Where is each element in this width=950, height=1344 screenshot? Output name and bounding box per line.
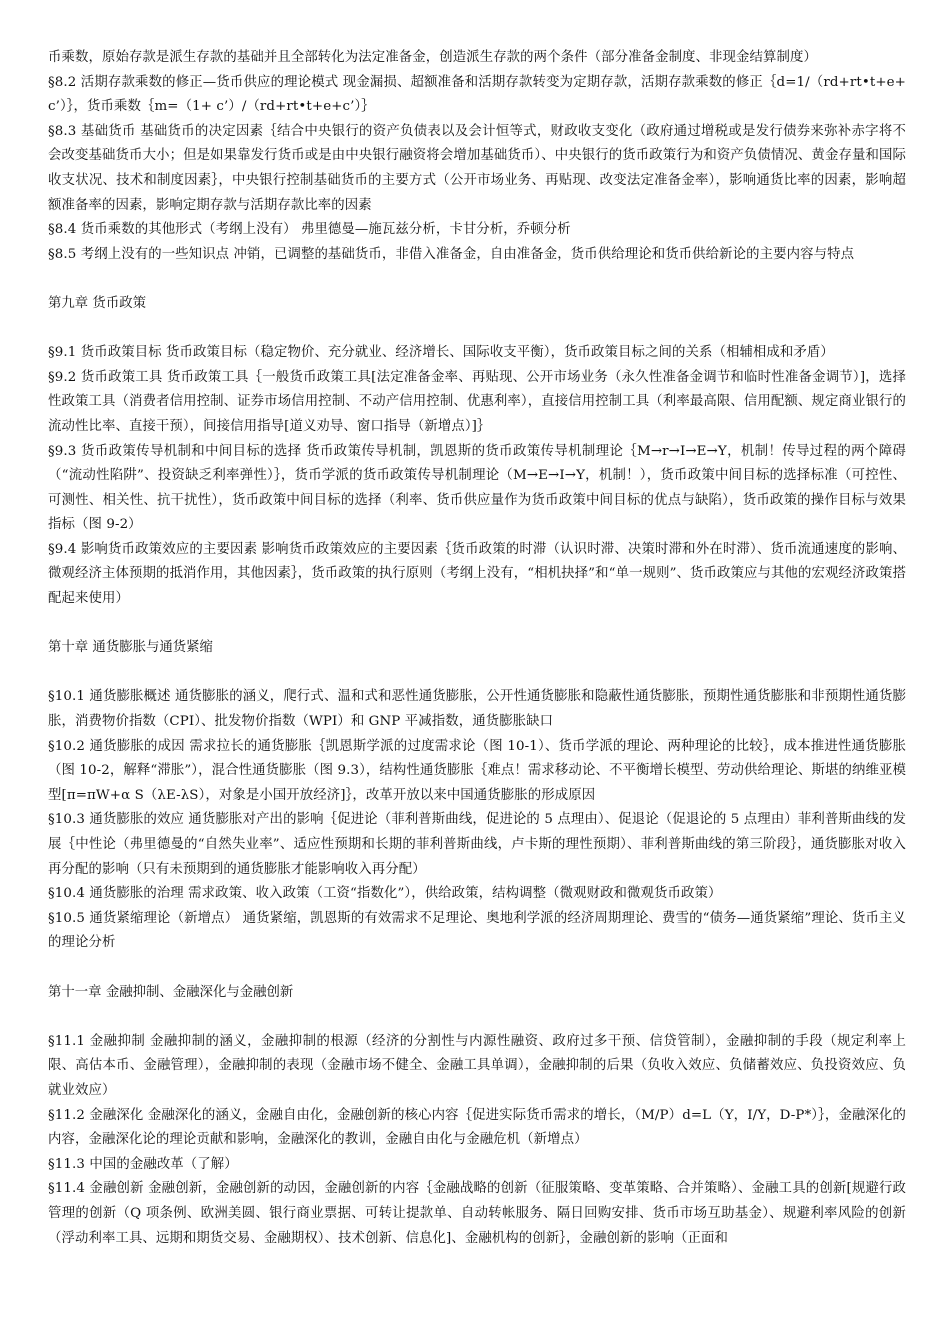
spacer (48, 267, 906, 292)
paragraph-10-3: §10.3 通货膨胀的效应 通货膨胀对产出的影响｛促进论（菲利普斯曲线，促进论的 5 点理由）、促退论（促退论的 5 点理由）菲利普斯曲线的发展｛中性论（弗里德曼的“自然失业率”、适应性预期和长期的菲利普斯曲线，卢卡斯的理性预期）、菲利普斯曲线的第三阶段｝，通货膨胀对收入再分配的影响（只有未预期到的通货膨胀才能影响收入再分配） (48, 812, 906, 877)
paragraph-9-3: §9.3 货币政策传导机制和中间目标的选择 货币政策传导机制，凯恩斯的货币政策传导机制理论｛M→r→I→E→Y，机制！传导过程的两个障碍（“流动性陷阱”、投资缺乏利率弹性）｝，货币学派的货币政策传导机制理论（M→E→I→Y，机制！），货币政策中间目标的选择标准（可控性、可测性、相关性、抗干扰性），货币政策中间目标的选择（利率、货币供应量作为货币政策中间目标的优点与缺陷），货币政策的操作目标与效果指标（图 9-2） (48, 443, 906, 533)
paragraph-10-2: §10.2 通货膨胀的成因 需求拉长的通货膨胀｛凯恩斯学派的过度需求论（图 10-1）、货币学派的理论、两种理论的比较｝，成本推进性通货膨胀（图 10-2，解释“滞胀”），混合性通货膨胀（图 9.3），结构性通货膨胀｛难点！需求移动论、不平衡增长模型、劳动供给理论、斯堪的纳维亚模型[π=πW+α S（λE-λS），对象是小国开放经济]｝，改革开放以来中国通货膨胀的形成原因 (48, 738, 906, 803)
paragraph-9-2: §9.2 货币政策工具 货币政策工具｛一般货币政策工具[法定准备金率、再贴现、公开市场业务（永久性准备金调节和临时性准备金调节）]，选择性政策工具（消费者信用控制、证券市场信用控制、不动产信用控制、优惠利率），直接信用控制工具（利率最高限、信用配额、规定商业银行的流动性比率、直接干预），间接信用指导[道义劝导、窗口指导（新增点）]｝ (48, 369, 906, 434)
chapter-heading-11: 第十一章 金融抑制、金融深化与金融创新 (48, 984, 294, 1000)
paragraph-11-4: §11.4 金融创新 金融创新，金融创新的动因，金融创新的内容｛金融战略的创新（征服策略、变革策略、合并策略）、金融工具的创新[规避行政管理的创新（Q 项条例、欧洲美圆、银行商业票据、可转让提款单、自动转帐服务、隔日回购安排、货币市场互助基金）、规避利率风险的创新（浮动利率工具、远期和期货交易、金融期权）、技术创新、信息化]、金融机构的创新｝，金融创新的影响（正面和 (48, 1181, 906, 1246)
chapter-heading-10: 第十章 通货膨胀与通货紧缩 (48, 640, 213, 656)
paragraph-11-1: §11.1 金融抑制 金融抑制的涵义，金融抑制的根源（经济的分割性与内源性融资、政府过多干预、信贷管制），金融抑制的手段（规定利率上限、高估本币、金融管理），金融抑制的表现（金融市场不健全、金融工具单调），金融抑制的后果（负收入效应、负储蓄效应、负投资效应、负就业效应） (48, 1033, 906, 1098)
spacer (48, 1005, 906, 1030)
chapter-heading-9: 第九章 货币政策 (48, 295, 146, 311)
spacer (48, 317, 906, 342)
paragraph-11-3: §11.3 中国的金融改革（了解） (48, 1156, 238, 1172)
spacer (48, 956, 906, 981)
paragraph-10-1: §10.1 通货膨胀概述 通货膨胀的涵义，爬行式、温和式和恶性通货膨胀，公开性通货膨胀和隐蔽性通货膨胀，预期性通货膨胀和非预期性通货膨胀，消费物价指数（CPI）、批发物价指数（WPI）和 GNP 平减指数，通货膨胀缺口 (48, 689, 906, 730)
paragraph-8-3: §8.3 基础货币 基础货币的决定因素｛结合中央银行的资产负债表以及会计恒等式，财政收支变化（政府通过增税或是发行债券来弥补赤字将不会改变基础货币大小；但是如果靠发行货币或是由中央银行融资将会增加基础货币）、中央银行的货币政策行为和资产负债情况、黄金存量和国际收支状况、技术和制度因素｝，中央银行控制基础货币的主要方式（公开市场业务、再贴现、改变法定准备金率），影响通货比率的因素，影响超额准备率的因素，影响定期存款与活期存款比率的因素 (48, 123, 906, 213)
paragraph-8-5: §8.5 考纲上没有的一些知识点 冲销，已调整的基础货币，非借入准备金，自由准备金，货币供给理论和货币供给新论的主要内容与特点 (48, 246, 855, 262)
spacer (48, 612, 906, 637)
paragraph-8-2: §8.2 活期存款乘数的修正—货币供应的理论模式 现金漏损、超额准备和活期存款转变为定期存款，活期存款乘数的修正｛d=1/（rd+rt•t+e+c’）｝，货币乘数｛m=（1+ c’）/（rd+rt•t+e+c’）｝ (48, 74, 906, 115)
paragraph-10-5: §10.5 通货紧缩理论（新增点） 通货紧缩，凯恩斯的有效需求不足理论、奥地利学派的经济周期理论、费雪的“债务—通货紧缩”理论、货币主义的理论分析 (48, 910, 906, 951)
paragraph-8-4: §8.4 货币乘数的其他形式（考纲上没有） 弗里德曼—施瓦兹分析，卡甘分析，乔顿分析 (48, 222, 571, 238)
paragraph-10-4: §10.4 通货膨胀的治理 需求政策、收入政策（工资“指数化”），供给政策，结构调整（微观财政和微观货币政策） (48, 886, 722, 902)
paragraph-9-1: §9.1 货币政策目标 货币政策目标（稳定物价、充分就业、经济增长、国际收支平衡），货币政策目标之间的关系（相辅相成和矛盾） (48, 345, 834, 361)
paragraph-9-4: §9.4 影响货币政策效应的主要因素 影响货币政策效应的主要因素｛货币政策的时滞（认识时滞、决策时滞和外在时滞）、货币流通速度的影响、微观经济主体预期的抵消作用，其他因素｝，货币政策的执行原则（考纲上没有，“相机抉择”和“单一规则”、货币政策应与其他的宏观经济政策搭配起来使用） (48, 541, 906, 607)
paragraph-money-multiplier-intro: 币乘数，原始存款是派生存款的基础并且全部转化为法定准备金，创造派生存款的两个条件（部分准备金制度、非现金结算制度） (48, 50, 817, 65)
spacer (48, 661, 906, 686)
paragraph-11-2: §11.2 金融深化 金融深化的涵义，金融自由化，金融创新的核心内容｛促进实际货币需求的增长，（M/P）d=L（Y，I/Y，D-P*）｝，金融深化的内容，金融深化论的理论贡献和影响，金融深化的教训，金融自由化与金融危机（新增点） (48, 1107, 906, 1148)
